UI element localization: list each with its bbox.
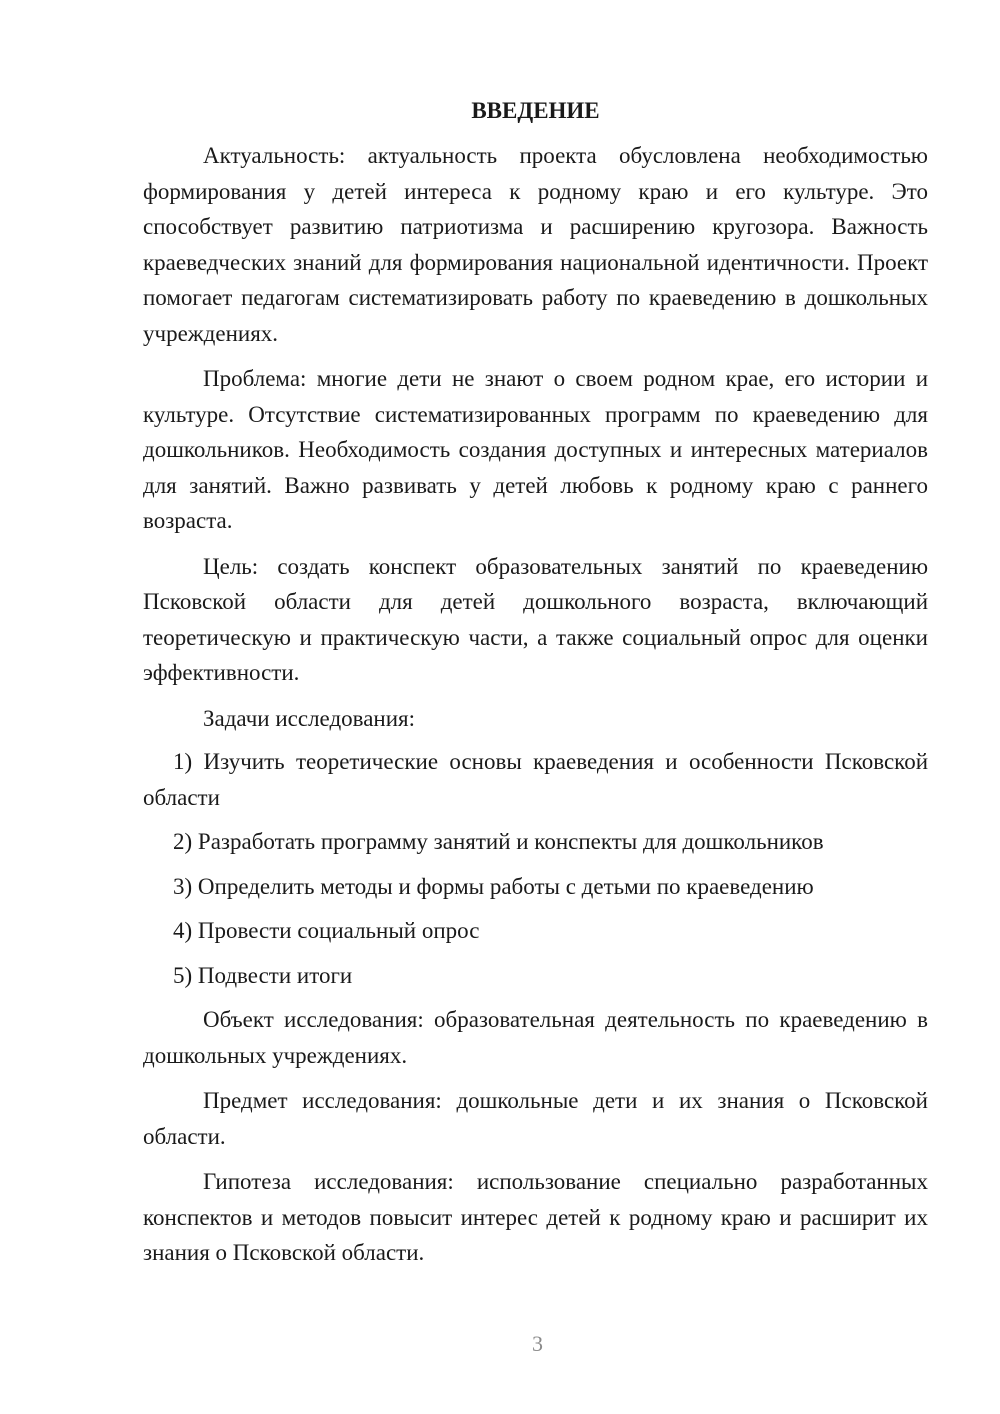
list-item: 4) Провести социальный опрос xyxy=(173,918,480,943)
list-item: 2) Разработать программу занятий и конспекты для дошкольников xyxy=(173,829,824,854)
tasks-heading: Задачи исследования: xyxy=(203,705,416,731)
list-item: 5) Подвести итоги xyxy=(173,962,353,988)
paragraph-hypothesis: Гипотеза исследования: использование специально разработанных конспектов и методов повысит интерес детей к родному краю и расширит их знания о Псковской области. xyxy=(143,1169,928,1265)
page-number: 3 xyxy=(532,1331,543,1356)
paragraph-object: Объект исследования: образовательная деятельность по краеведению в дошкольных учреждениях. xyxy=(143,1007,928,1068)
list-item: 1) Изучить теоретические основы краеведения и особенности Псковской области xyxy=(143,749,928,810)
paragraph-problem: Проблема: многие дети не знают о своем родном крае, его истории и культуре. Отсутствие систематизированных программ по краеведению для дошкольников. Необходимость создания доступных и интересных материалов для занятий. Важно развивать у детей любовь к родному краю с раннего возраста. xyxy=(143,366,928,533)
paragraph-goal: Цель: создать конспект образовательных занятий по краеведению Псковской области для детей дошкольного возраста, включающий теоретическую и практическую части, а также социальный опрос для оценки эффективности. xyxy=(143,553,928,685)
document-page xyxy=(143,96,928,1281)
page-title: ВВЕДЕНИЕ xyxy=(471,98,600,123)
paragraph-relevance: Актуальность: актуальность проекта обусловлена необходимостью формирования у детей интереса к родному краю и его культуре. Это способствует развитию патриотизма и расширению кругозора. Важность краеведческих знаний для формирования национальной идентичности. Проект помогает педагогам систематизировать работу по краеведению в дошкольных учреждениях. xyxy=(143,143,928,346)
tasks-list xyxy=(143,744,928,993)
list-item: 3) Определить методы и формы работы с детьми по краеведению xyxy=(173,873,814,899)
paragraph-subject: Предмет исследования: дошкольные дети и их знания о Псковской области. xyxy=(143,1088,928,1149)
